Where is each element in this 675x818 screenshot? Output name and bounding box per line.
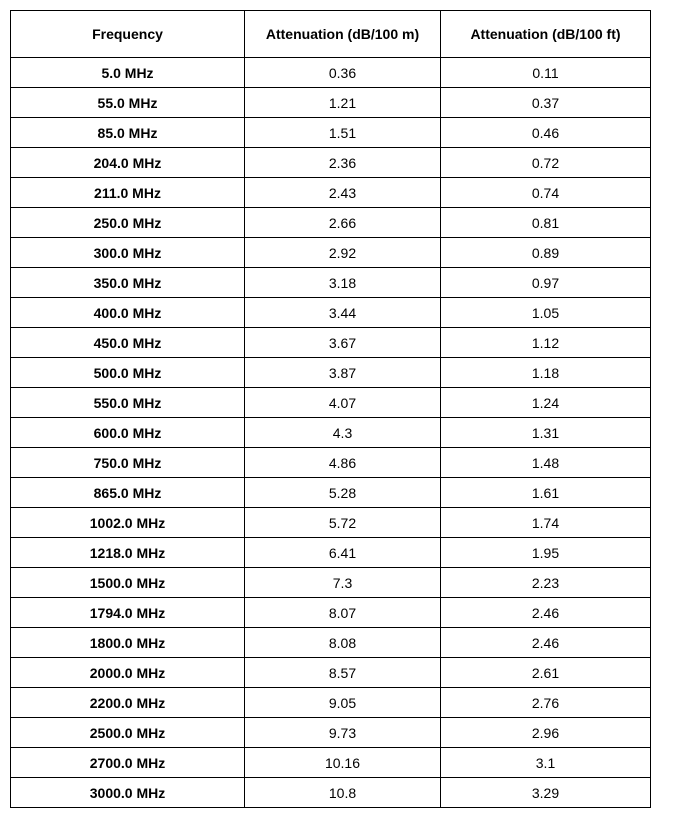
attenuation-ft-cell: 1.74 <box>441 508 651 538</box>
table-row <box>11 328 651 358</box>
attenuation-ft-cell: 1.18 <box>441 358 651 388</box>
frequency-cell: 2700.0 MHz <box>11 748 245 778</box>
frequency-cell: 500.0 MHz <box>11 358 245 388</box>
frequency-cell: 2200.0 MHz <box>11 688 245 718</box>
table-row <box>11 448 651 478</box>
frequency-cell: 2000.0 MHz <box>11 658 245 688</box>
attenuation-ft-cell: 0.46 <box>441 118 651 148</box>
attenuation-ft-cell: 2.23 <box>441 568 651 598</box>
header-row <box>11 11 651 58</box>
frequency-cell: 1800.0 MHz <box>11 628 245 658</box>
table-row <box>11 718 651 748</box>
attenuation-ft-cell: 3.29 <box>441 778 651 808</box>
attenuation-ft-cell: 1.24 <box>441 388 651 418</box>
attenuation-ft-cell: 1.31 <box>441 418 651 448</box>
attenuation-ft-cell: 0.89 <box>441 238 651 268</box>
table-row <box>11 58 651 88</box>
table-row <box>11 178 651 208</box>
attenuation-m-cell: 5.28 <box>245 478 441 508</box>
attenuation-m-cell: 2.36 <box>245 148 441 178</box>
attenuation-m-cell: 5.72 <box>245 508 441 538</box>
attenuation-ft-cell: 2.76 <box>441 688 651 718</box>
attenuation-ft-cell: 1.95 <box>441 538 651 568</box>
attenuation-ft-cell: 2.96 <box>441 718 651 748</box>
table-row <box>11 628 651 658</box>
attenuation-m-cell: 8.08 <box>245 628 441 658</box>
header-frequency: Frequency <box>11 11 245 58</box>
frequency-cell: 300.0 MHz <box>11 238 245 268</box>
table-row <box>11 298 651 328</box>
attenuation-m-cell: 8.57 <box>245 658 441 688</box>
attenuation-table <box>10 10 651 808</box>
frequency-cell: 550.0 MHz <box>11 388 245 418</box>
attenuation-m-cell: 3.67 <box>245 328 441 358</box>
frequency-cell: 5.0 MHz <box>11 58 245 88</box>
attenuation-m-cell: 10.8 <box>245 778 441 808</box>
attenuation-ft-cell: 2.46 <box>441 628 651 658</box>
attenuation-ft-cell: 0.81 <box>441 208 651 238</box>
attenuation-ft-cell: 1.05 <box>441 298 651 328</box>
frequency-cell: 400.0 MHz <box>11 298 245 328</box>
frequency-cell: 600.0 MHz <box>11 418 245 448</box>
table-row <box>11 358 651 388</box>
attenuation-ft-cell: 1.48 <box>441 448 651 478</box>
header-attenuation-db-per-100ft: Attenuation (dB/100 ft) <box>441 11 651 58</box>
attenuation-m-cell: 4.3 <box>245 418 441 448</box>
table-row <box>11 508 651 538</box>
frequency-cell: 55.0 MHz <box>11 88 245 118</box>
attenuation-ft-cell: 3.1 <box>441 748 651 778</box>
table-row <box>11 388 651 418</box>
frequency-cell: 204.0 MHz <box>11 148 245 178</box>
table-row <box>11 148 651 178</box>
attenuation-ft-cell: 0.11 <box>441 58 651 88</box>
attenuation-m-cell: 1.51 <box>245 118 441 148</box>
frequency-cell: 2500.0 MHz <box>11 718 245 748</box>
attenuation-ft-cell: 0.97 <box>441 268 651 298</box>
attenuation-m-cell: 3.18 <box>245 268 441 298</box>
table-row <box>11 688 651 718</box>
frequency-cell: 750.0 MHz <box>11 448 245 478</box>
table-row <box>11 268 651 298</box>
attenuation-m-cell: 2.92 <box>245 238 441 268</box>
attenuation-ft-cell: 0.74 <box>441 178 651 208</box>
frequency-cell: 211.0 MHz <box>11 178 245 208</box>
table-row <box>11 538 651 568</box>
attenuation-ft-cell: 0.72 <box>441 148 651 178</box>
attenuation-m-cell: 2.43 <box>245 178 441 208</box>
table-row <box>11 568 651 598</box>
frequency-cell: 1002.0 MHz <box>11 508 245 538</box>
table-row <box>11 658 651 688</box>
table-row <box>11 598 651 628</box>
attenuation-ft-cell: 1.12 <box>441 328 651 358</box>
frequency-cell: 450.0 MHz <box>11 328 245 358</box>
attenuation-m-cell: 4.86 <box>245 448 441 478</box>
frequency-cell: 1500.0 MHz <box>11 568 245 598</box>
attenuation-ft-cell: 2.61 <box>441 658 651 688</box>
attenuation-m-cell: 1.21 <box>245 88 441 118</box>
attenuation-m-cell: 8.07 <box>245 598 441 628</box>
attenuation-m-cell: 9.73 <box>245 718 441 748</box>
attenuation-m-cell: 9.05 <box>245 688 441 718</box>
table-row <box>11 88 651 118</box>
table-row <box>11 208 651 238</box>
attenuation-m-cell: 10.16 <box>245 748 441 778</box>
attenuation-ft-cell: 0.37 <box>441 88 651 118</box>
frequency-cell: 3000.0 MHz <box>11 778 245 808</box>
attenuation-m-cell: 2.66 <box>245 208 441 238</box>
header-attenuation-db-per-100m: Attenuation (dB/100 m) <box>245 11 441 58</box>
table-row <box>11 748 651 778</box>
frequency-cell: 250.0 MHz <box>11 208 245 238</box>
frequency-cell: 350.0 MHz <box>11 268 245 298</box>
attenuation-ft-cell: 2.46 <box>441 598 651 628</box>
attenuation-m-cell: 3.87 <box>245 358 441 388</box>
frequency-cell: 85.0 MHz <box>11 118 245 148</box>
table-body <box>11 58 651 808</box>
frequency-cell: 1794.0 MHz <box>11 598 245 628</box>
frequency-cell: 865.0 MHz <box>11 478 245 508</box>
table-header <box>11 11 651 58</box>
table-row <box>11 118 651 148</box>
frequency-cell: 1218.0 MHz <box>11 538 245 568</box>
table-row <box>11 418 651 448</box>
attenuation-ft-cell: 1.61 <box>441 478 651 508</box>
attenuation-m-cell: 0.36 <box>245 58 441 88</box>
table-row <box>11 478 651 508</box>
attenuation-m-cell: 7.3 <box>245 568 441 598</box>
attenuation-m-cell: 3.44 <box>245 298 441 328</box>
attenuation-m-cell: 6.41 <box>245 538 441 568</box>
table-row <box>11 238 651 268</box>
table-row <box>11 778 651 808</box>
attenuation-m-cell: 4.07 <box>245 388 441 418</box>
